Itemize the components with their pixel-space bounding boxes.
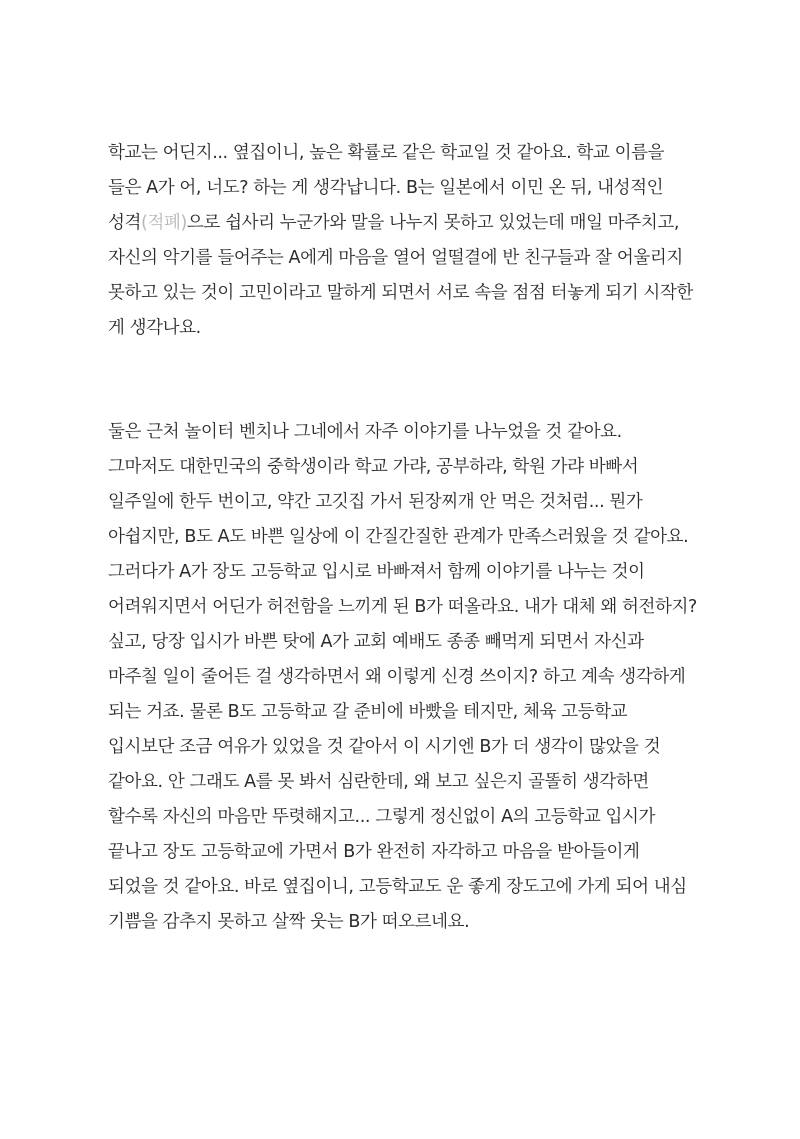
text-line [108,206,708,241]
text-line: 그마저도 대한민국의 중학생이라 학교 가랴, 공부하랴, 학원 가랴 바빠서 [108,457,639,477]
text-line: 싶고, 당장 입시가 바쁜 탓에 A가 교회 예배도 종종 빼먹게 되면서 자신과 [108,632,644,652]
text-line: 되었을 것 같아요. 바로 옆집이니, 고등학교도 운 좋게 장도고에 가게 되어 내심 [108,877,687,897]
paragraph-1 [108,136,708,346]
text-line: 들은 A가 어, 너도? 하는 게 생각납니다. B는 일본에서 이민 온 뒤, 내성적인 [108,178,664,198]
text-line: 입시보단 조금 여유가 있었을 것 같아서 이 시기엔 B가 더 생각이 많았을 것 [108,737,661,757]
text-line: 게 생각나요. [108,318,201,338]
text-line: 아쉽지만, B도 A도 바쁜 일상에 이 간질간질한 관계가 만족스러웠을 것 같아요. [108,527,689,547]
text-line: 같아요. 안 그래도 A를 못 봐서 심란한데, 왜 보고 싶은지 골똘히 생각하면 [108,772,649,792]
text-line: 그러다가 A가 장도 고등학교 입시로 바빠져서 함께 이야기를 나누는 것이 [108,562,645,582]
annotation-text: (적폐) [141,213,187,233]
text-fragment: 으로 쉽사리 누군가와 말을 나누지 못하고 있었는데 매일 마주치고, [186,213,679,233]
text-line: 마주칠 일이 줄어든 걸 생각하면서 왜 이렇게 신경 쓰이지? 하고 계속 생각하게 [108,667,686,687]
text-line: 어려워지면서 어딘가 허전함을 느끼게 된 B가 떠올라요. 내가 대체 왜 허전하지? [108,597,697,617]
text-line: 둘은 근처 놀이터 벤치나 그네에서 자주 이야기를 나누었을 것 같아요. [108,422,622,442]
paragraph-2 [108,415,708,940]
text-line: 되는 거죠. 물론 B도 고등학교 갈 준비에 바빴을 테지만, 체육 고등학교 [108,702,628,722]
text-line: 자신의 악기를 들어주는 A에게 마음을 열어 얼떨결에 반 친구들과 잘 어울리지 [108,248,683,268]
text-fragment: 성격 [108,213,142,233]
text-line: 학교는 어딘지... 옆집이니, 높은 확률로 같은 학교일 것 같아요. 학교 이름을 [108,143,665,163]
text-line: 할수록 자신의 마음만 뚜렷해지고... 그렇게 정신없이 A의 고등학교 입시가 [108,807,656,827]
text-line: 기쁨을 감추지 못하고 살짝 웃는 B가 떠오르네요. [108,912,470,932]
text-line: 일주일에 한두 번이고, 약간 고깃집 가서 된장찌개 안 먹은 것처럼... 뭔가 [108,492,643,512]
text-line: 못하고 있는 것이 고민이라고 말하게 되면서 서로 속을 점점 터놓게 되기 시작한 [108,283,693,303]
text-line: 끝나고 장도 고등학교에 가면서 B가 완전히 자각하고 마음을 받아들이게 [108,842,640,862]
